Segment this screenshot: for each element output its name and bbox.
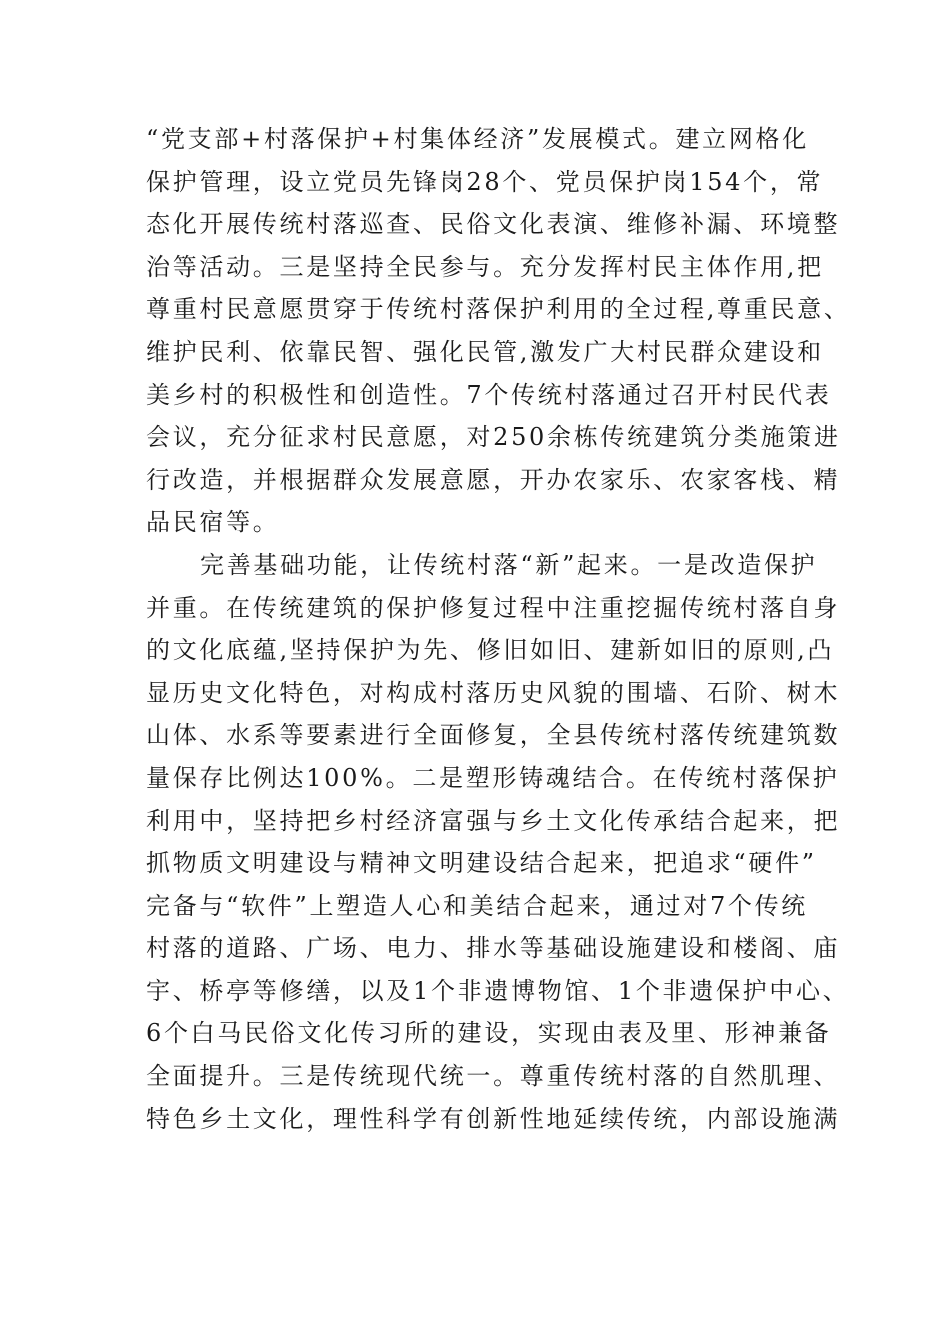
text-line: “党支部+村落保护+村集体经济”发展模式。建立网格化: [146, 125, 809, 153]
text-line: 并重。在传统建筑的保护修复过程中注重挖掘传统村落自身: [146, 593, 841, 622]
text-line: 量保存比例达100%。二是塑形铸魂结合。在传统村落保护: [146, 763, 840, 792]
body-text: [146, 118, 851, 1140]
text-line: 品民宿等。: [146, 508, 280, 537]
text-line: 态化开展传统村落巡查、民俗文化表演、维修补漏、环境整: [146, 210, 841, 239]
text-line: 宇、桥亭等修缮，以及1个非遗博物馆、1个非遗保护中心、: [146, 976, 850, 1005]
text-line: 会议，充分征求村民意愿，对250余栋传统建筑分类施策进: [146, 423, 841, 452]
text-line: 利用中，坚持把乡村经济富强与乡土文化传承结合起来，把: [146, 806, 841, 835]
text-line: 维护民利、依靠民智、强化民管,激发广大村民群众建设和: [146, 337, 824, 366]
text-line: 村落的道路、广场、电力、排水等基础设施建设和楼阁、庙: [146, 934, 841, 963]
text-line: 完备与“软件”上塑造人心和美结合起来，通过对7个传统: [146, 891, 809, 920]
text-line: 尊重村民意愿贯穿于传统村落保护利用的全过程,尊重民意、: [146, 295, 851, 324]
text-line: 6个白马民俗文化传习所的建设，实现由表及里、形神兼备: [146, 1019, 832, 1048]
text-line: 特色乡土文化，理性科学有创新性地延续传统，内部设施满: [146, 1104, 841, 1133]
text-line: 美乡村的积极性和创造性。7个传统村落通过召开村民代表: [146, 380, 832, 409]
text-line: 抓物质文明建设与精神文明建设结合起来，把追求“硬件”: [146, 849, 817, 878]
text-line: 保护管理，设立党员先锋岗28个、党员保护岗154个，常: [146, 167, 824, 196]
text-line: 山体、水系等要素进行全面修复，全县传统村落传统建筑数: [146, 721, 841, 750]
paragraph-heading-line: 完善基础功能，让传统村落“新”起来。一是改造保护: [200, 550, 818, 579]
text-line: 行改造，并根据群众发展意愿，开办农家乐、农家客栈、精: [146, 465, 841, 494]
text-line: 的文化底蕴,坚持保护为先、修旧如旧、建新如旧的原则,凸: [146, 636, 835, 665]
text-line: 治等活动。三是坚持全民参与。充分发挥村民主体作用,把: [146, 252, 824, 281]
text-line: 显历史文化特色，对构成村落历史风貌的围墙、石阶、树木: [146, 678, 841, 707]
text-line: 全面提升。三是传统现代统一。尊重传统村落的自然肌理、: [146, 1062, 841, 1091]
